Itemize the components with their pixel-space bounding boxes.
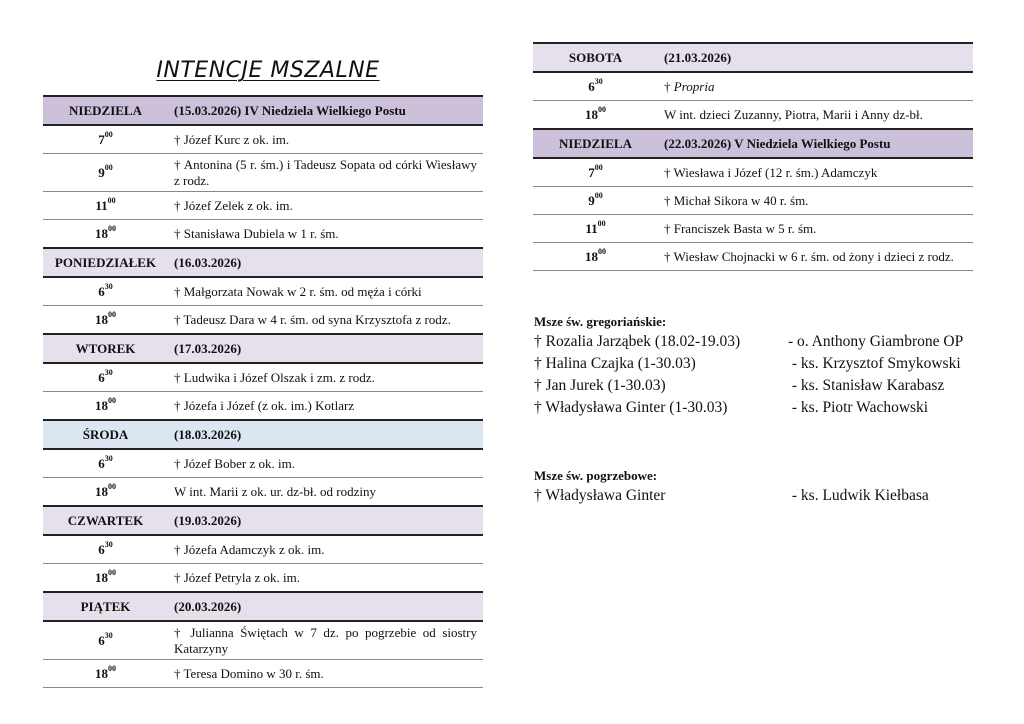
mass-intention bbox=[168, 306, 483, 335]
day-date-heading: (19.03.2026) bbox=[168, 506, 483, 535]
mass-time bbox=[43, 192, 168, 220]
intention-text: † Józef Bober z ok. im. bbox=[174, 455, 295, 471]
mass-time bbox=[43, 220, 168, 249]
celebrant-name: - ks. Piotr Wachowski bbox=[788, 399, 929, 416]
mass-intention bbox=[168, 449, 483, 478]
day-name: ŚRODA bbox=[43, 420, 168, 449]
mass-time bbox=[533, 158, 658, 187]
intention-text: † Franciszek Basta w 5 r. śm. bbox=[664, 220, 817, 236]
day-header-row bbox=[43, 334, 483, 363]
mass-row bbox=[43, 478, 483, 507]
mass-minutes: 00 bbox=[104, 129, 113, 139]
intention-italic-text: Propria bbox=[673, 78, 715, 94]
intention-text: † Józefa Adamczyk z ok. im. bbox=[174, 541, 325, 557]
mass-list-item bbox=[534, 331, 963, 353]
mass-hour: 18 bbox=[95, 397, 108, 413]
mass-row bbox=[43, 621, 483, 660]
day-name: CZWARTEK bbox=[43, 506, 168, 535]
mass-time bbox=[533, 215, 658, 243]
mass-minutes: 30 bbox=[104, 630, 113, 640]
deceased-name: † Halina Czajka (1-30.03) bbox=[534, 355, 696, 372]
mass-list-item bbox=[534, 485, 929, 507]
day-name: PONIEDZIAŁEK bbox=[43, 248, 168, 277]
mass-hour: 6 bbox=[98, 541, 105, 557]
gregorian-heading: Msze św. gregoriańskie: bbox=[534, 314, 667, 329]
mass-intention bbox=[168, 535, 483, 564]
intention-text: † Teresa Domino w 30 r. śm. bbox=[174, 665, 324, 681]
day-date-heading: (21.03.2026) bbox=[658, 43, 973, 72]
mass-minutes: 00 bbox=[108, 223, 116, 233]
mass-minutes: 00 bbox=[107, 195, 116, 205]
deceased-name: † Władysława Ginter (1-30.03) bbox=[534, 399, 728, 416]
mass-minutes: 00 bbox=[108, 481, 116, 491]
mass-hour: 7 bbox=[98, 131, 105, 147]
day-header-row bbox=[533, 43, 973, 72]
mass-intention bbox=[168, 192, 483, 220]
mass-minutes: 30 bbox=[104, 539, 113, 549]
mass-minutes: 30 bbox=[594, 76, 603, 86]
mass-intention bbox=[658, 158, 973, 187]
day-date-heading: (20.03.2026) bbox=[168, 592, 483, 621]
mass-hour: 18 bbox=[95, 569, 108, 585]
intention-text: † Józefa i Józef (z ok. im.) Kotlarz bbox=[174, 397, 355, 413]
mass-minutes: 00 bbox=[594, 162, 603, 172]
day-header-row bbox=[43, 506, 483, 535]
mass-time bbox=[533, 72, 658, 101]
mass-row bbox=[43, 535, 483, 564]
day-header-row bbox=[43, 96, 483, 125]
mass-hour: 18 bbox=[95, 311, 108, 327]
day-name: NIEDZIELA bbox=[43, 96, 168, 125]
mass-row bbox=[43, 154, 483, 192]
mass-minutes: 00 bbox=[598, 104, 606, 114]
mass-hour: 6 bbox=[98, 632, 105, 648]
mass-minutes: 00 bbox=[594, 190, 603, 200]
day-header-row bbox=[533, 129, 973, 158]
mass-row bbox=[43, 125, 483, 154]
mass-list-item bbox=[534, 397, 963, 419]
mass-time bbox=[43, 125, 168, 154]
schedule-table-right bbox=[533, 42, 973, 271]
day-name: NIEDZIELA bbox=[533, 129, 658, 158]
mass-intention bbox=[168, 621, 483, 660]
mass-intention bbox=[168, 363, 483, 392]
day-date-heading: (17.03.2026) bbox=[168, 334, 483, 363]
mass-time bbox=[533, 243, 658, 271]
mass-hour: 18 bbox=[95, 665, 108, 681]
mass-time bbox=[43, 660, 168, 688]
mass-minutes: 00 bbox=[108, 395, 116, 405]
intention-text: † Tadeusz Dara w 4 r. śm. od syna Krzysztofa z rodz. bbox=[174, 311, 451, 327]
mass-hour: 9 bbox=[98, 164, 105, 180]
intention-text: † Julianna Świętach w 7 dz. po pogrzebie od siostry Katarzyny bbox=[174, 624, 477, 656]
intention-text: † Józef Zelek z ok. im. bbox=[174, 197, 293, 213]
mass-hour: 6 bbox=[588, 78, 595, 94]
mass-row bbox=[43, 564, 483, 593]
funeral-heading: Msze św. pogrzebowe: bbox=[534, 468, 658, 483]
mass-minutes: 00 bbox=[108, 309, 116, 319]
mass-hour: 18 bbox=[95, 225, 108, 241]
mass-hour: 6 bbox=[98, 455, 105, 471]
mass-hour: 11 bbox=[95, 197, 108, 213]
mass-hour: 18 bbox=[585, 248, 598, 264]
mass-intention bbox=[658, 215, 973, 243]
mass-intention bbox=[168, 660, 483, 688]
gregorian-masses-section bbox=[534, 313, 963, 419]
day-header-row bbox=[43, 592, 483, 621]
mass-row bbox=[533, 187, 973, 215]
deceased-name: † Rozalia Jarząbek (18.02-19.03) bbox=[534, 333, 741, 350]
intention-text: † Wiesław Chojnacki w 6 r. śm. od żony i dzieci z rodz. bbox=[664, 248, 954, 264]
intention-text: W int. Marii z ok. ur. dz-bł. od rodziny bbox=[174, 483, 376, 499]
mass-row bbox=[43, 306, 483, 335]
mass-row bbox=[533, 215, 973, 243]
mass-minutes: 00 bbox=[108, 663, 116, 673]
intention-text: † Józef Petryla z ok. im. bbox=[174, 569, 300, 585]
mass-intention bbox=[658, 72, 973, 101]
mass-hour: 18 bbox=[585, 106, 598, 122]
mass-time bbox=[43, 306, 168, 335]
mass-hour: 11 bbox=[585, 220, 598, 236]
mass-intention bbox=[658, 101, 973, 130]
intention-text: † Ludwika i Józef Olszak i zm. z rodz. bbox=[174, 369, 375, 385]
mass-time bbox=[43, 621, 168, 660]
day-header-row bbox=[43, 420, 483, 449]
mass-intention bbox=[168, 220, 483, 249]
page-title: INTENCJE MSZALNE bbox=[156, 58, 380, 83]
mass-row bbox=[43, 660, 483, 688]
mass-row bbox=[533, 158, 973, 187]
deceased-name: † Jan Jurek (1-30.03) bbox=[534, 377, 666, 394]
mass-row bbox=[533, 243, 973, 271]
mass-time bbox=[43, 449, 168, 478]
intention-text: † bbox=[664, 78, 674, 94]
mass-hour: 18 bbox=[95, 483, 108, 499]
mass-minutes: 30 bbox=[104, 453, 113, 463]
mass-time bbox=[43, 564, 168, 593]
mass-intention bbox=[168, 478, 483, 507]
mass-intention bbox=[168, 277, 483, 306]
mass-time bbox=[43, 392, 168, 421]
day-name: PIĄTEK bbox=[43, 592, 168, 621]
day-name: SOBOTA bbox=[533, 43, 658, 72]
mass-intention bbox=[168, 564, 483, 593]
intention-text: † Józef Kurc z ok. im. bbox=[174, 131, 290, 147]
intention-text: W int. dzieci Zuzanny, Piotra, Marii i Anny dz-bł. bbox=[664, 106, 923, 122]
schedule-table-left bbox=[43, 95, 483, 688]
mass-minutes: 00 bbox=[598, 246, 606, 256]
mass-row bbox=[533, 72, 973, 101]
intention-text: † Antonina (5 r. śm.) i Tadeusz Sopata od córki Wiesławy z rodz. bbox=[174, 156, 477, 188]
mass-row bbox=[43, 277, 483, 306]
mass-time bbox=[43, 363, 168, 392]
mass-row bbox=[43, 363, 483, 392]
mass-minutes: 00 bbox=[108, 567, 116, 577]
celebrant-name: - ks. Stanisław Karabasz bbox=[788, 377, 945, 394]
mass-intention bbox=[168, 125, 483, 154]
mass-list-item bbox=[534, 375, 963, 397]
celebrant-name: - ks. Ludwik Kiełbasa bbox=[788, 487, 929, 504]
mass-intention bbox=[658, 243, 973, 271]
mass-row bbox=[43, 449, 483, 478]
mass-intention bbox=[168, 392, 483, 421]
day-date-heading: (16.03.2026) bbox=[168, 248, 483, 277]
mass-time bbox=[43, 154, 168, 192]
mass-time bbox=[43, 277, 168, 306]
mass-hour: 9 bbox=[588, 192, 595, 208]
mass-hour: 6 bbox=[98, 283, 105, 299]
deceased-name: † Władysława Ginter bbox=[534, 487, 666, 504]
mass-row bbox=[43, 392, 483, 421]
mass-row bbox=[43, 220, 483, 249]
day-header-row bbox=[43, 248, 483, 277]
mass-minutes: 30 bbox=[104, 367, 113, 377]
day-date-heading: (22.03.2026) V Niedziela Wielkiego Postu bbox=[658, 129, 973, 158]
mass-minutes: 00 bbox=[104, 162, 113, 172]
celebrant-name: - ks. Krzysztof Smykowski bbox=[788, 355, 961, 372]
mass-time bbox=[43, 478, 168, 507]
mass-row bbox=[533, 101, 973, 130]
mass-intention bbox=[658, 187, 973, 215]
day-date-heading: (15.03.2026) IV Niedziela Wielkiego Postu bbox=[168, 96, 483, 125]
celebrant-name: - o. Anthony Giambrone OP bbox=[788, 333, 964, 350]
mass-time bbox=[533, 187, 658, 215]
mass-hour: 6 bbox=[98, 369, 105, 385]
mass-time bbox=[533, 101, 658, 130]
intention-text: † Stanisława Dubiela w 1 r. śm. bbox=[174, 225, 339, 241]
mass-row bbox=[43, 192, 483, 220]
mass-hour: 7 bbox=[588, 164, 595, 180]
intention-text: † Wiesława i Józef (12 r. śm.) Adamczyk bbox=[664, 164, 878, 180]
mass-intention bbox=[168, 154, 483, 192]
mass-list-item bbox=[534, 353, 963, 375]
mass-minutes: 30 bbox=[104, 281, 113, 291]
funeral-masses-section bbox=[534, 467, 929, 507]
day-name: WTOREK bbox=[43, 334, 168, 363]
intention-text: † Michał Sikora w 40 r. śm. bbox=[664, 192, 809, 208]
intention-text: † Małgorzata Nowak w 2 r. śm. od męża i córki bbox=[174, 283, 422, 299]
day-date-heading: (18.03.2026) bbox=[168, 420, 483, 449]
mass-time bbox=[43, 535, 168, 564]
mass-minutes: 00 bbox=[597, 218, 606, 228]
